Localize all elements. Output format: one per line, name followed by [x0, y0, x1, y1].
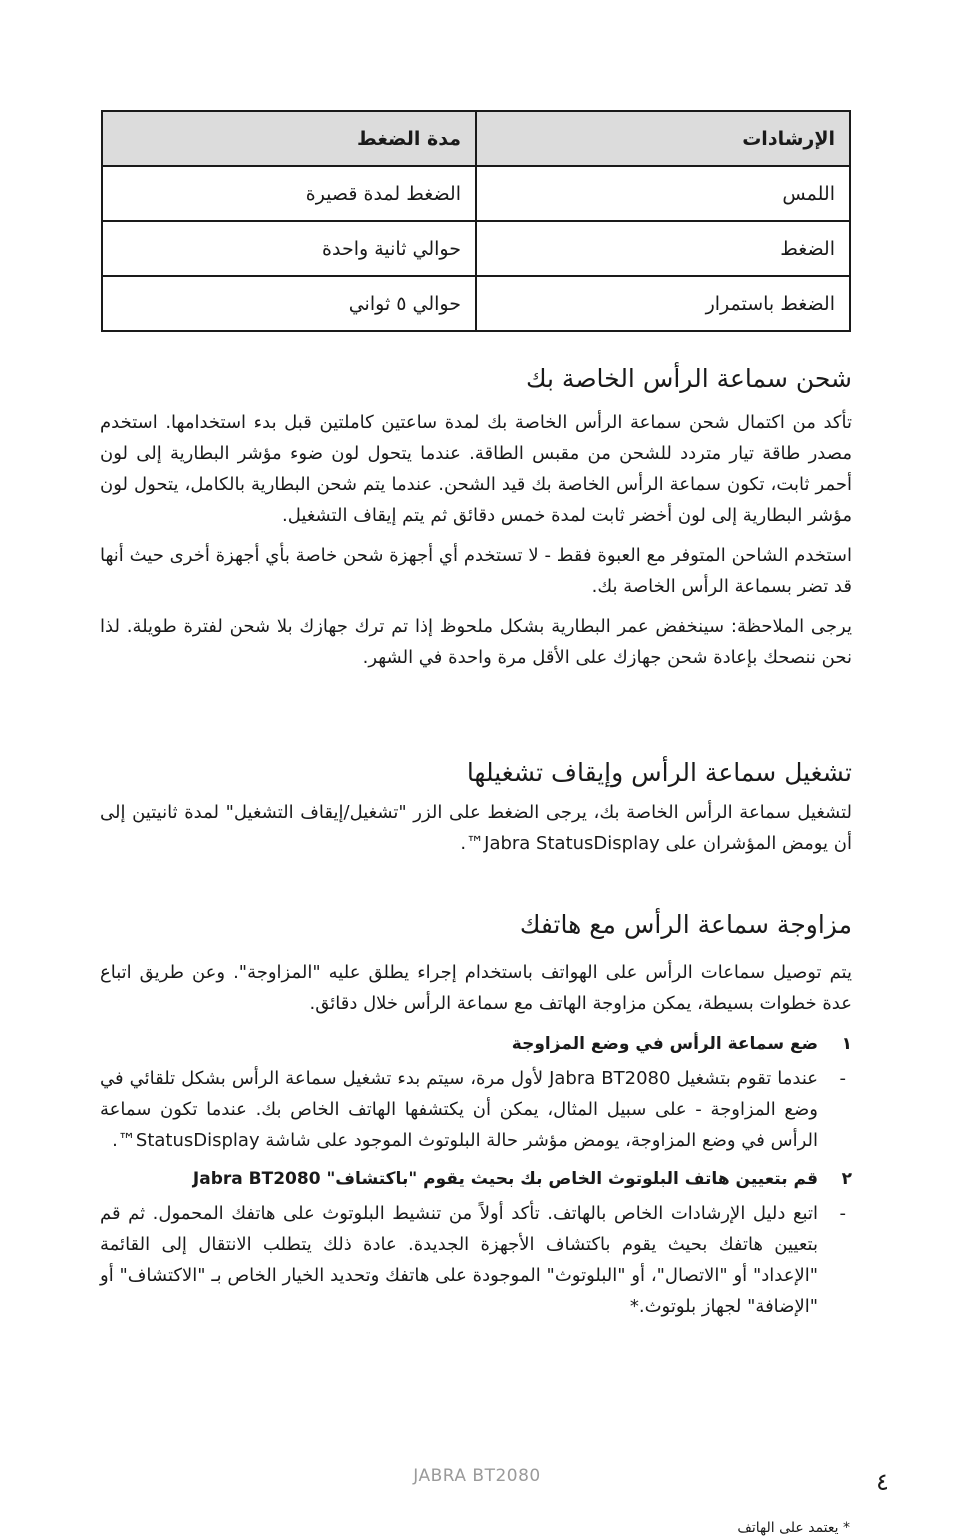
table-row	[102, 221, 850, 276]
step-2-bullet-text: اتبع دليل الإرشادات الخاص بالهاتف. تأكد أولاً من تنشيط البلوتوث على هاتفك المحمول. ثم قم بتعيين هاتفك بحيث يقوم باكتشاف الأجهزة الجديدة. عادة ذلك يتطلب الانتقال إلى القائمة "الإعداد" أو "الاتصال"، أو "البلوتوث" الموجودة على هاتفك وتحديد الخيار الخاص بـ "الاكتشاف" أو "الإضافة" لجهاز بلوتوث.*	[100, 1203, 818, 1317]
step-2-bullet	[100, 1198, 852, 1322]
charger-paragraph: استخدم الشاحن المتوفر مع العبوة فقط - لا تستخدم أي أجهزة شحن خاصة بأي أجهزة أخرى حيث أنها قد تضر بسماعة الرأس الخاصة بك.	[100, 545, 852, 597]
pairing-section	[100, 910, 852, 1322]
charging-paragraph: تأكد من اكتمال شحن سماعة الرأس الخاصة بك لمدة ساعتين كاملتين قبل بدء استخدامها. استخدم مصدر طاقة تيار متردد للشحن من مقبس الطاقة. عندما يتحول لون ضوء مؤشر البطارية إلى لون أحمر ثابت، تكون سماعة الرأس الخاصة بك قيد الشحن. عندما يتم شحن البطارية بالكامل، يتحول لون مؤشر البطارية إلى لون أخضر ثابت لمدة خمس دقائق ثم يتم إيقاف التشغيل.	[100, 412, 852, 526]
step-1-text: ضع سماعة الرأس في وضع المزاوجة	[511, 1034, 818, 1054]
table-cell: الضغط لمدة قصيرة	[102, 166, 476, 221]
bullet-dash: -	[839, 1068, 846, 1089]
step-1-number: ١	[841, 1034, 852, 1054]
power-heading: تشغيل سماعة الرأس وإيقاف تشغيلها	[466, 758, 852, 787]
pairing-paragraph: يتم توصيل سماعات الرأس على الهواتف باستخدام إجراء يطلق عليه "المزاوجة". وعن طريق اتباع عدة خطوات بسيطة، يمكن مزاوجة الهاتف مع سماعة الرأس خلال دقائق.	[100, 962, 852, 1014]
battery-note-paragraph: يرجى الملاحظة: سينخفض عمر البطارية بشكل ملحوظ إذا تم ترك جهازك بلا شحن لفترة طويلة. لذا نحن ننصحك بإعادة شحن جهازك على الأقل مرة واحدة في الشهر.	[100, 616, 852, 668]
step-2-text: قم بتعيين هاتف البلوتوث الخاص بك بحيث يقوم "باكتشاف" Jabra BT2080	[192, 1169, 818, 1189]
table-cell: الضغط باستمرار	[476, 276, 850, 331]
table-cell: حوالي ثانية واحدة	[102, 221, 476, 276]
step-1-title	[100, 1029, 852, 1059]
table-cell: اللمس	[476, 166, 850, 221]
footer-brand: JABRA BT2080	[413, 1466, 541, 1486]
table-cell: حوالي ٥ ثواني	[102, 276, 476, 331]
table-row	[102, 276, 850, 331]
step-1-bullet	[100, 1063, 852, 1156]
press-duration-table	[101, 110, 851, 332]
pairing-heading: مزاوجة سماعة الرأس مع هاتفك	[519, 910, 852, 939]
footnote: * يعتمد على الهاتف	[737, 1520, 850, 1536]
step-2-title	[100, 1164, 852, 1194]
step-2-number: ٢	[841, 1169, 852, 1189]
bullet-dash: -	[839, 1203, 846, 1224]
charging-section	[100, 364, 852, 673]
power-paragraph: لتشغيل سماعة الرأس الخاصة بك، يرجى الضغط على الزر "تشغيل/إيقاف التشغيل" لمدة ثانيتين إلى أن يومض المؤشران على Jabra StatusDisplay™.	[100, 802, 852, 854]
table-row	[102, 166, 850, 221]
power-section	[100, 758, 852, 859]
table-header-row	[102, 111, 850, 166]
charging-heading: شحن سماعة الرأس الخاصة بك	[525, 364, 852, 393]
table-cell: الضغط	[476, 221, 850, 276]
page-number: ٤	[876, 1468, 889, 1496]
table-header-duration: مدة الضغط	[102, 111, 476, 166]
table-header-instructions: الإرشادات	[476, 111, 850, 166]
step-1-bullet-text: عندما تقوم بتشغيل Jabra BT2080 لأول مرة، سيتم بدء تشغيل سماعة الرأس بشكل تلقائي في وضع المزاوجة - على سبيل المثال، يمكن أن يكتشفها الهاتف الخاص بك. عندما تكون سماعة الرأس في وضع المزاوجة، يومض مؤشر حالة البلوتوث الموجود على شاشة StatusDisplay™.	[100, 1068, 819, 1151]
